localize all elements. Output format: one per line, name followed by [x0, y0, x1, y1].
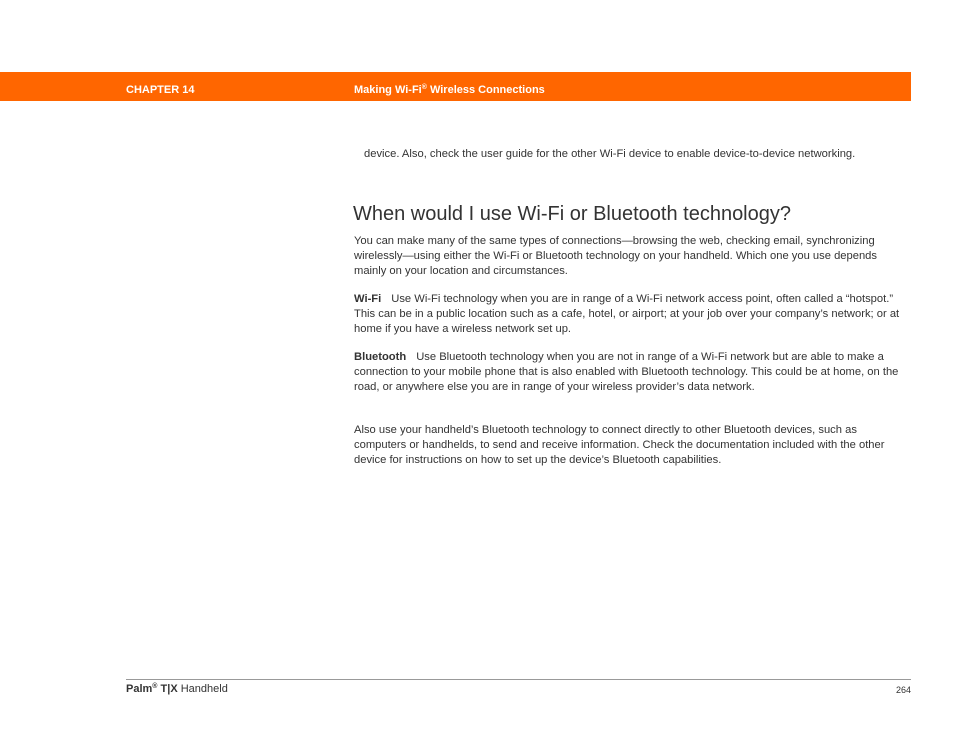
page-number: 264: [895, 685, 911, 695]
registered-mark: ®: [421, 84, 427, 91]
bluetooth-also-paragraph: Also use your handheld’s Bluetooth technology to connect directly to other Bluetooth devices, such as computers or handhelds, to send and receive information. Check the documentation included with the other device for instructions on how to set up the device’s Bluetooth capabilities.: [354, 424, 885, 466]
continued-paragraph: device. Also, check the user guide for the other Wi-Fi device to enable device-to-device networking.: [364, 148, 856, 160]
footer-divider: [126, 679, 911, 680]
wifi-description: Use Wi-Fi technology when you are in range of a Wi-Fi network access point, often called a “hotspot.” This can be in a public location such as a cafe, hotel, or airport; at your job over your company’s network; or at home if you have a wireless network set up.: [354, 293, 900, 335]
bluetooth-paragraph: [354, 350, 912, 394]
bluetooth-term: Bluetooth: [354, 351, 407, 363]
footer-product-name: [126, 683, 228, 695]
chapter-title-part1: Making Wi-Fi: [354, 84, 422, 96]
footer-brand: Palm® T|X: [126, 683, 178, 695]
chapter-label: CHAPTER 14: [126, 84, 195, 96]
section-heading: When would I use Wi-Fi or Bluetooth technology?: [353, 203, 791, 225]
intro-paragraph: You can make many of the same types of connections—browsing the web, checking email, synchronizing wirelessly—using either the Wi-Fi or Bluetooth technology on your handheld. Which one you use depends mainly on your location and circumstances.: [354, 235, 877, 277]
wifi-term: Wi-Fi: [354, 293, 382, 305]
chapter-title-part2: Wireless Connections: [426, 84, 545, 96]
bluetooth-description: Use Bluetooth technology when you are not in range of a Wi-Fi network but are able to make a connection to your mobile phone that is also enabled with Bluetooth technology. This could be at home, on the road, or anywhere else you are in range of your wireless provider’s data network.: [354, 351, 899, 393]
chapter-title: [354, 84, 545, 96]
wifi-paragraph: [354, 292, 912, 336]
footer-registered-mark: ®: [152, 683, 158, 690]
footer-product: Handheld: [177, 683, 228, 695]
